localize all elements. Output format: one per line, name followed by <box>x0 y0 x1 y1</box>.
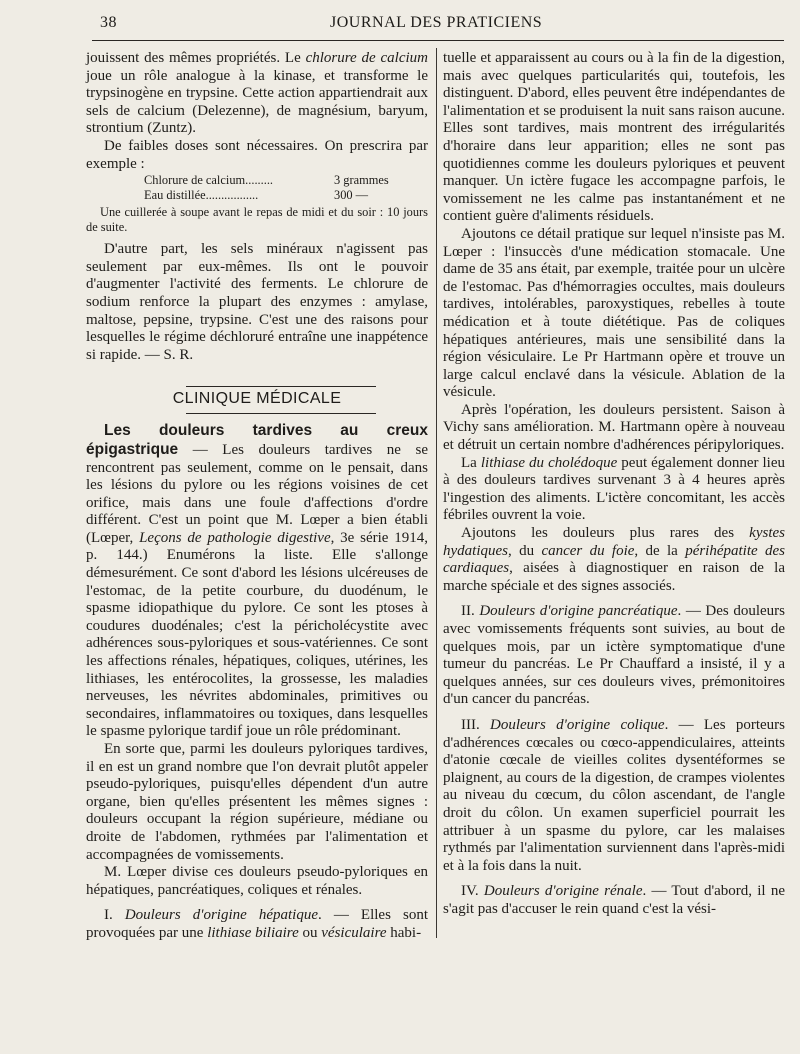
page-number: 38 <box>100 14 117 31</box>
left-column <box>86 50 428 943</box>
paragraph: III. Douleurs d'origine colique. — Les porteurs d'adhérences cœcales ou cœco-appendiculaires, atteints d'atonie cœcale de vieilles colites dysentéformes se plaignent, au cours de la digestion, de crampes violentes au niveau du cœcum, du côlon ascendant, de l'angle droit du côlon. Un examen superficiel pourrait les attribuer à un spasme du pylore, car les malaises rythmés par l'alimentation surviennent dans l'après-midi et à la fois dans la nuit. <box>443 716 785 874</box>
paragraph: En sorte que, parmi les douleurs pyloriques tardives, il en est un grand nombre que l'on devrait plutôt appeler pseudo-pyloriques, puisqu'elles dépendent d'un autre organe, bien qu'elles présentent les mêmes signes : douleurs occupant la région supérieure, médiane ou droite de l'abdomen, rythmées par l'alimentation et accompagnées de vomissements. <box>86 741 428 863</box>
paragraph: Ajoutons ce détail pratique sur lequel n'insiste pas M. Lœper : l'insuccès d'une médication stomacale. Une dame de 35 ans était, par exemple, traitée pour un ulcère de l'estomac. Pas d'hémorragies occultes, mais douleurs tardives, intolérables, paroxystiques, rebelles à toute médication et à toute diététique. Pas de coliques hépatiques antérieures, mais une sensibilité dans la région vésiculaire. Le Pr Hartmann opère et trouve un large calcul enclavé dans la vésicule. Ablation de la vésicule. <box>443 225 785 401</box>
prescription <box>144 173 428 203</box>
prescription-line: Chlorure de calcium......... 3 grammes <box>144 173 389 188</box>
paragraph: D'autre part, les sels minéraux n'agissent pas seulement par eux-mêmes. Ils ont le pouvoir d'augmenter l'activité des ferments. Le chlorure de sodium renforce la plupart des enzymes : amylase, maltose, pepsine, trypsine. C'est une des raisons pour lesquelles le régime déchloruré entraîne une inappétence si rapide. — S. R. <box>86 241 428 363</box>
paragraph: M. Lœper divise ces douleurs pseudo-pyloriques en hépatiques, pancréatiques, coliques et rénales. <box>86 864 428 898</box>
page-header <box>0 14 800 42</box>
paragraph: De faibles doses sont nécessaires. On prescrira par exemple : <box>86 137 428 172</box>
column-divider <box>436 48 437 938</box>
header-rule <box>92 40 784 41</box>
paragraph: tuelle et apparaissent au cours ou à la fin de la digestion, mais avec quelques particularités qui, toutefois, les distinguent. D'abord, elles peuvent être indépendantes de l'alimentation et se produisent la nuit sans raison aucune. Elles sont tardives, mais montrent des irrégularités d'horaire dans leur apparition; elles ne sont pas quotidiennes comme les douleurs pyloriques et peuvent manquer. Un ictère fugace les accompagne parfois, le vomissement ne les calme pas instantanément et ne contient guère d'aliments résiduels. <box>443 50 785 225</box>
right-column <box>443 50 785 919</box>
paragraph: jouissent des mêmes propriétés. Le chlorure de calcium joue un rôle analogue à la kinase, et transforme le trypsinogène en trypsine. Cette action appartiendrait aux sels de calcium (Delezenne), de magnésium, baryum, strontium (Zuntz). <box>86 50 428 137</box>
prescription-note: Une cuillerée à soupe avant le repas de midi et du soir : 10 jours de suite. <box>86 205 428 235</box>
paragraph: I. Douleurs d'origine hépatique. — Elles sont provoquées par une lithiase biliaire ou vésiculaire habi- <box>86 907 428 941</box>
paragraph: La lithiase du cholédoque peut également donner lieu à des douleurs tardives survenant 3 à 4 heures après l'ingestion des aliments. L'ictère concomitant, les accès fébriles ouvrent la voie. <box>443 454 785 524</box>
paragraph: II. Douleurs d'origine pancréatique. — Des douleurs avec vomissements fréquents sont suivies, au bout de quelques mois, par un ictère symptomatique d'une tumeur du pancréas. Le Pr Chauffard a insisté, il y a quelques années, sur ces douleurs vives, prémonitoires d'un cancer du pancréas. <box>443 603 785 708</box>
prescription-line: Eau distillée................. 300 — <box>144 188 369 203</box>
article-title: Les douleurs tardives au creux épigastrique <box>86 422 428 458</box>
section-heading: CLINIQUE MÉDICALE <box>86 390 428 410</box>
paragraph: Ajoutons les douleurs plus rares des kystes hydatiques, du cancer du foie, de la périhépatite des cardiaques, aisées à diagnostiquer en raison de la marche spéciale et des signes associés. <box>443 525 786 594</box>
journal-title: JOURNAL DES PRATICIENS <box>330 14 543 31</box>
article-paragraph: Les douleurs tardives au creux épigastrique — Les douleurs tardives ne se rencontrent pas seulement, comme on le pensait, dans les lésions du pylore ou les régions voisines de cet orifice, mais dans une foule d'affections d'ordre différent. C'est un point que M. Lœper a bien établi (Lœper, Leçons de pathologie digestive, 3e série 1914, p. 144.) Enumérons la liste. Elle s'allonge démesurément. Ce sont d'abord les lésions ulcéreuses de l'estomac, de la petite courbure, du duodénum, le spasme idiopathique du pylore. Ce sont les ptoses à coudures duodénales; c'est la péricholécystite avec adhérences sous-pyloriques et sous-vatériennes. Ce sont les affections rénales, hépatiques, coliques, utérines, les lithiases, les entérocolites, la grossesse, les maladies nerveuses, les névrites abdominales, primitives ou secondaires, inflammatoires ou toxiques, dans lesquelles le spasme pylorique tardif joue un rôle prédominant. <box>86 422 428 740</box>
paragraph: IV. Douleurs d'origine rénale. — Tout d'abord, il ne s'agit pas d'accuser le rein quand c'est la vési- <box>443 883 785 917</box>
paragraph: Après l'opération, les douleurs persistent. Saison à Vichy sans amélioration. M. Hartmann opère à nouveau et détruit un certain nombre d'adhérences péripyloriques. <box>443 401 785 454</box>
